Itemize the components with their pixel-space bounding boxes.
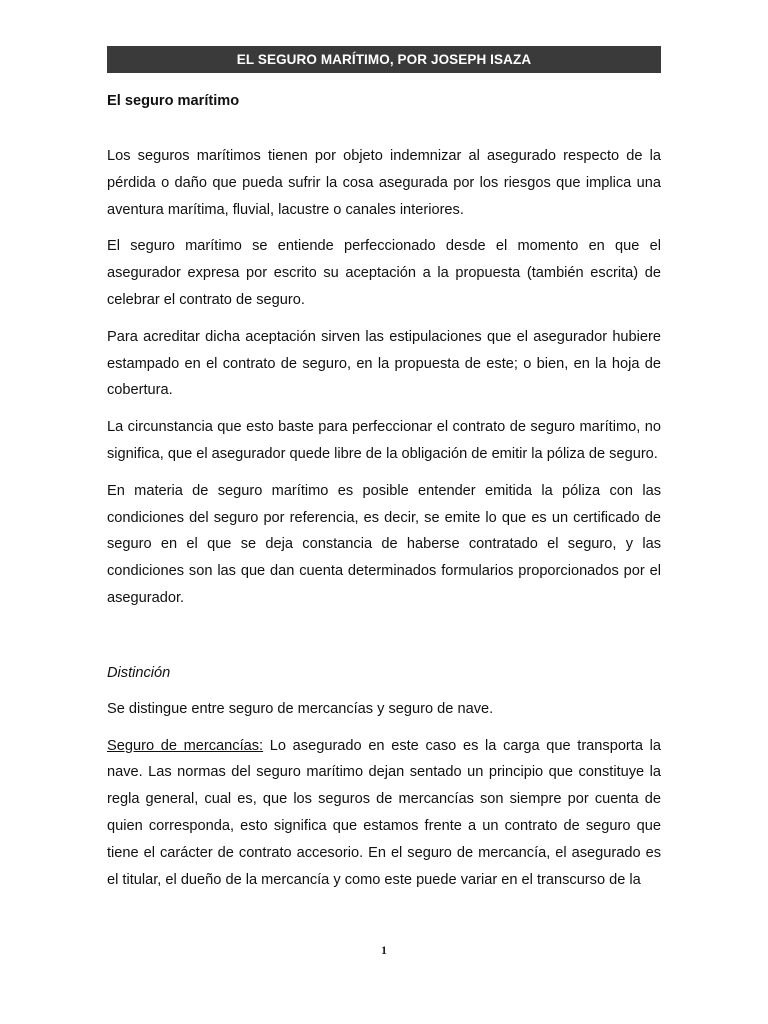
document-title-bar — [107, 46, 661, 73]
paragraph-1: Los seguros marítimos tienen por objeto indemnizar al asegurado respecto de la pérdida o daño que pueda sufrir la cosa asegurada por los riesgos que implica una aventura marítima, fluvial, lacustre o canales interiores. — [107, 148, 661, 218]
section-heading: El seguro marítimo — [107, 93, 240, 109]
paragraph-5: En materia de seguro marítimo es posible entender emitida la póliza con las condiciones del seguro por referencia, es decir, se emite lo que es un certificado de seguro en el que se deja constancia de haberse contratado el seguro, y las condiciones son las que dan cuenta determinados formularios proporcionados por el asegurador. — [107, 482, 661, 606]
page-number: 1 — [381, 943, 387, 957]
document-body — [107, 88, 661, 893]
document-title: EL SEGURO MARÍTIMO, POR JOSEPH ISAZA — [236, 52, 532, 67]
cargo-insurance-paragraph — [107, 733, 661, 894]
paragraph-4: La circunstancia que esto baste para perfeccionar el contrato de seguro marítimo, no significa, que el asegurador quede libre de la obligación de emitir la póliza de seguro. — [107, 419, 661, 462]
distinction-heading: Distinción — [107, 664, 171, 681]
cargo-insurance-body: Lo asegurado en este caso es la carga que transporta la nave. Las normas del seguro marítimo dejan sentado un principio que constituye la regla general, cual es, que los seguros de mercancías son siempre por cuenta de quien corresponda, esto significa que estamos frente a un contrato de seguro que tiene el carácter de contrato accesorio. En el seguro de mercancía, el asegurado es el titular, el dueño de la mercancía y como este puede variar en el transcurso de la — [107, 737, 661, 888]
paragraph-3: Para acreditar dicha aceptación sirven las estipulaciones que el asegurador hubiere estampado en el contrato de seguro, en la propuesta de este; o bien, en la hoja de cobertura. — [107, 328, 661, 399]
cargo-insurance-subheading: Seguro de mercancías: — [107, 737, 264, 754]
distinction-intro: Se distingue entre seguro de mercancías y seguro de nave. — [107, 700, 494, 717]
paragraph-2: El seguro marítimo se entiende perfeccionado desde el momento en que el asegurador expresa por escrito su aceptación a la propuesta (también escrita) de celebrar el contrato de seguro. — [107, 238, 661, 308]
